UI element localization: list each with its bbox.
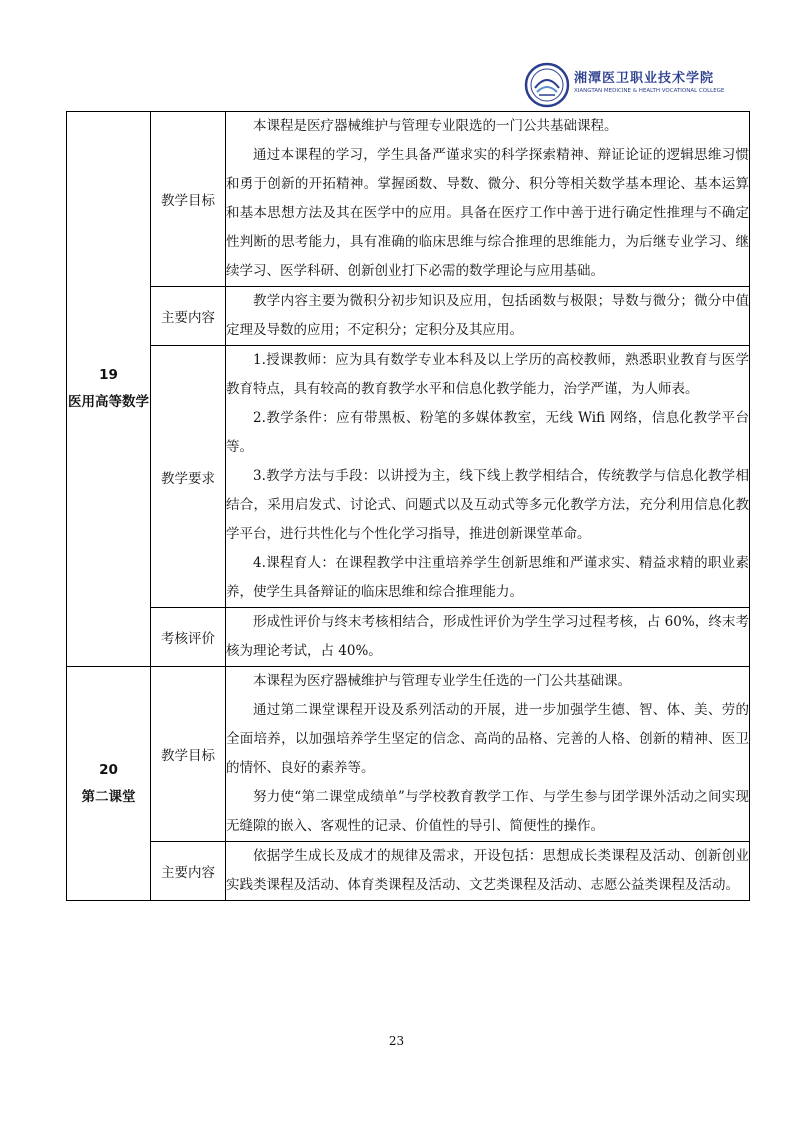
table-row: [67, 287, 750, 346]
row-label: 考核评价: [151, 608, 226, 667]
paragraph: 努力使“第二课堂成绩单”与学校教育教学工作、与学生参与团学课外活动之间实现无缝隙的嵌入、客观性的记录、价值性的导引、简便性的操作。: [226, 789, 749, 834]
paragraph: 本课程为医疗器械维护与管理专业学生任选的一门公共基础课。: [253, 673, 631, 689]
row-label: 主要内容: [151, 287, 226, 346]
paragraph: 3.教学方法与手段：以讲授为主，线下线上教学相结合，传统教学与信息化教学相结合，采用启发式、讨论式、问题式以及互动式等多元化教学方法，充分利用信息化教学平台，进行共性化与个性化学习指导，推进创新课堂革命。: [226, 468, 749, 542]
course-table: [66, 111, 750, 901]
paragraph: 4.课程育人：在课程教学中注重培养学生创新思维和严谨求实、精益求精的职业素养，使学生具备辩证的临床思维和综合推理能力。: [226, 555, 749, 600]
college-name-cn: 湘潭医卫职业技术学院: [574, 71, 715, 86]
table-row: [67, 608, 750, 667]
college-emblem-icon: [524, 62, 570, 108]
paragraph: 教学内容主要为微积分初步知识及应用，包括函数与极限；导数与微分；微分中值定理及导数的应用；不定积分；定积分及其应用。: [226, 293, 749, 338]
paragraph: 本课程是医疗器械维护与管理专业限选的一门公共基础课程。: [253, 118, 618, 134]
table-row: [67, 346, 750, 608]
course-cell: [67, 667, 151, 901]
course-cell: [67, 112, 151, 667]
college-name-en: XIANGTAN MEDICINE & HEALTH VOCATIONAL COLLEGE: [574, 88, 725, 94]
row-label: 教学要求: [151, 346, 226, 608]
paragraph: 通过第二课堂课程开设及系列活动的开展，进一步加强学生德、智、体、美、劳的全面培养，以加强培养学生坚定的信念、高尚的品格、完善的人格、创新的精神、医卫的情怀、良好的素养等。: [226, 702, 749, 776]
row-content: [226, 608, 750, 667]
row-content: [226, 842, 750, 901]
row-label: 教学目标: [151, 667, 226, 842]
table-row: [67, 667, 750, 842]
college-logo: [524, 62, 725, 108]
course-number: 19: [99, 367, 118, 383]
row-content: [226, 667, 750, 842]
course-name: 医用高等数学: [68, 394, 149, 410]
row-label: 教学目标: [151, 112, 226, 287]
paragraph: 形成性评价与终末考核相结合，形成性评价为学生学习过程考核，占 60%，终末考核为理论考试，占 40%。: [226, 614, 749, 659]
paragraph: 1.授课教师：应为具有数学专业本科及以上学历的高校教师，熟悉职业教育与医学教育特点，具有较高的教育教学水平和信息化教学能力，治学严谨，为人师表。: [226, 352, 749, 397]
row-label: 主要内容: [151, 842, 226, 901]
table-row: [67, 112, 750, 287]
paragraph: 依据学生成长及成才的规律及需求，开设包括：思想成长类课程及活动、创新创业实践类课程及活动、体育类课程及活动、文艺类课程及活动、志愿公益类课程及活动。: [226, 848, 749, 893]
paragraph: 2.教学条件：应有带黑板、粉笔的多媒体教室，无线 Wifi 网络，信息化教学平台等。: [226, 410, 749, 455]
table-row: [67, 842, 750, 901]
course-name: 第二课堂: [81, 788, 136, 805]
row-content: [226, 287, 750, 346]
course-number: 20: [99, 761, 118, 778]
page-number: 23: [388, 1034, 405, 1048]
row-content: [226, 112, 750, 287]
paragraph: 通过本课程的学习，学生具备严谨求实的科学探索精神、辩证论证的逻辑思维习惯和勇于创新的开拓精神。掌握函数、导数、微分、积分等相关数学基本理论、基本运算和基本思想方法及其在医学中的应用。具备在医疗工作中善于进行确定性推理与不确定性判断的思考能力，具有准确的临床思维与综合推理的思维能力，为后继专业学习、继续学习、医学科研、创新创业打下必需的数学理论与应用基础。: [226, 147, 749, 279]
row-content: [226, 346, 750, 608]
